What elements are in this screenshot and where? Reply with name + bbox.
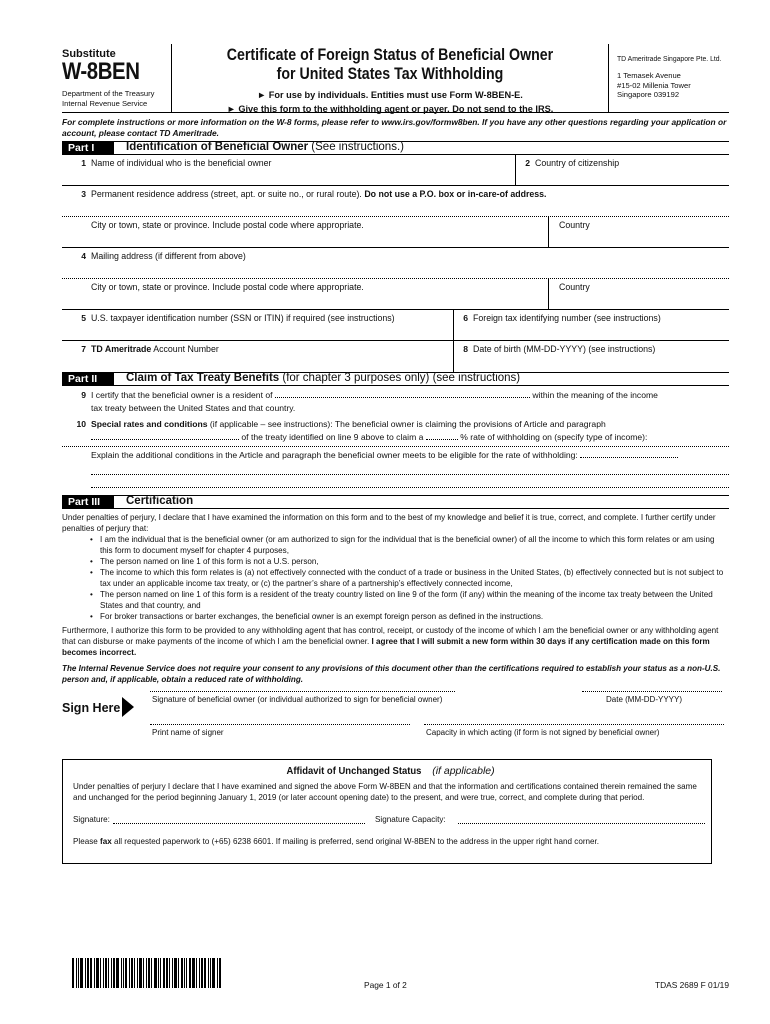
- part-3-tag: Part III: [62, 496, 114, 509]
- part-3-title-text: Certification: [126, 495, 194, 508]
- page-footer: [62, 958, 729, 988]
- date-label: Date (MM-DD-YYYY): [606, 695, 683, 704]
- part-2-title-text: Claim of Tax Treaty Benefits: [126, 372, 280, 385]
- line-2-label: Country of citizenship: [535, 158, 620, 168]
- cert-item-3: • The income to which this form relates is (a) not effectively connected with the conduct of a trade or business in the United States, (b) effectively connected but is not subject to tax under an applicable income tax treaty, or (c) the partner’s share of a partnership’s effectively connected income,: [90, 567, 729, 589]
- department: [62, 89, 171, 108]
- instruction-2: ► Give this form to the withholding agent or payer. Do not send to the IRS.: [226, 104, 554, 114]
- page-number: Page 1 of 2: [364, 980, 407, 990]
- line-6-number: 6: [463, 313, 468, 323]
- line-1-number: 1: [81, 158, 86, 168]
- address-line-3: Singapore 039192: [617, 90, 680, 100]
- account-number-field[interactable]: [62, 341, 453, 372]
- part-1-header: [62, 141, 729, 155]
- firm-address: [609, 44, 729, 112]
- line-3-warning: Do not use a P.O. box or in-care-of address.: [364, 189, 547, 199]
- cert-item-2: • The person named on line 1 of this form is not a U.S. person,: [90, 556, 729, 567]
- affidavit-signature-line[interactable]: [113, 823, 365, 824]
- dept-line-2: Internal Revenue Service: [62, 98, 148, 108]
- form-title-block: [172, 44, 609, 112]
- sign-arrow-icon: [122, 697, 134, 717]
- line-2-number: 2: [525, 158, 530, 168]
- part-2-tag: Part II: [62, 373, 114, 386]
- line-9-text-c: tax treaty between the United States and that country.: [91, 403, 296, 413]
- conditions-line-2[interactable]: [91, 462, 729, 475]
- line-5-number: 5: [81, 313, 86, 323]
- address-line-1: 1 Temasek Avenue: [617, 71, 681, 81]
- us-tin-field[interactable]: [62, 310, 453, 340]
- citizenship-field[interactable]: [515, 155, 729, 185]
- fax-text-b: all requested paperwork to (+65) 6238 6601. If mailing is preferred, send original W-8BEN to the address in the upper right hand corner.: [111, 836, 600, 846]
- cert-item-5: • For broker transactions or barter exchanges, the beneficial owner is an exempt foreign person as defined in the instructions.: [90, 611, 729, 622]
- affidavit-title-suffix: (if applicable): [429, 765, 495, 777]
- cert-item-4: • The person named on line 1 of this form is a resident of the treaty country listed on line 9 of the form (if any) within the meaning of the income tax treaty between the United States and that country, and: [90, 589, 729, 611]
- affidavit-capacity-label: Signature Capacity:: [375, 814, 446, 824]
- rate-field[interactable]: [426, 431, 458, 440]
- form-id-block: [62, 44, 172, 112]
- dob-field[interactable]: [453, 341, 729, 372]
- affidavit-sign-row: [73, 814, 701, 828]
- line-3-label: Permanent residence address (street, apt. or suite no., or rural route).: [91, 189, 365, 199]
- firm-name: TD Ameritrade Singapore Pte. Ltd.: [617, 54, 722, 63]
- affidavit-title: [73, 766, 701, 778]
- cert-item-1: • I am the individual that is the beneficial owner (or am authorized to sign for the individual that is the beneficial owner) of all the income to which this form relates or am using this form to document myself for chapter 4 purposes,: [90, 534, 729, 556]
- line-5-6-row: [62, 310, 729, 341]
- city-field-2[interactable]: [62, 279, 548, 309]
- form-header: [62, 44, 729, 113]
- affidavit-signature-label: Signature:: [73, 814, 110, 824]
- dept-line-1: Department of the Treasury: [62, 89, 155, 99]
- country-label-1: Country: [559, 220, 590, 230]
- foreign-tin-field[interactable]: [453, 310, 729, 340]
- line-3-row[interactable]: [62, 186, 729, 217]
- part-3-header: [62, 495, 729, 509]
- form-code: TDAS 2689 F 01/19: [654, 980, 729, 990]
- conditions-line-3[interactable]: [91, 475, 729, 488]
- affidavit-capacity-line[interactable]: [458, 823, 705, 824]
- line-10-title: Special rates and conditions: [91, 419, 208, 429]
- line-7-number: 7: [81, 344, 86, 354]
- line-10-text-d: Explain the additional conditions in the Article and paragraph the beneficial owner meets to be eligible for the rate of withholding:: [91, 450, 578, 460]
- line-10-text-c: % rate of withholding on (specify type of income):: [460, 432, 648, 442]
- line-9-text-a: I certify that the beneficial owner is a resident of: [91, 390, 273, 400]
- line-7-8-row: [62, 341, 729, 372]
- line-8-number: 8: [463, 344, 468, 354]
- certification-text: [62, 509, 729, 685]
- part-1-title-suffix: (See instructions.): [308, 141, 404, 154]
- form-title-1: Certificate of Foreign Status of Beneficial Owner: [226, 46, 554, 64]
- city-label-1: City or town, state or province. Include postal code where appropriate.: [91, 220, 364, 230]
- affidavit-box: [62, 759, 712, 864]
- city-field-1[interactable]: [62, 217, 548, 247]
- line-3-number: 3: [81, 189, 86, 199]
- fax-text-a: Please: [73, 836, 100, 846]
- cert-list: [90, 534, 729, 622]
- line-4-label: Mailing address (if different from above): [91, 251, 246, 261]
- conditions-field[interactable]: [580, 449, 678, 458]
- line-7-label: Account Number: [151, 344, 219, 354]
- sign-here-label: Sign Here: [62, 701, 121, 715]
- instructions: [172, 88, 608, 116]
- fax-text-bold: fax: [100, 836, 112, 846]
- part-1-title-text: Identification of Beneficial Owner: [126, 141, 309, 154]
- country-label-2: Country: [559, 282, 590, 292]
- line-5-label: U.S. taxpayer identification number (SSN or ITIN) if required (see instructions): [91, 313, 395, 323]
- line-4-number: 4: [81, 251, 86, 261]
- line-10-text-a: (if applicable – see instructions): The beneficial owner is claiming the provisions of Article and paragraph: [207, 419, 606, 429]
- part-1-tag: Part I: [62, 142, 114, 155]
- print-name-label: Print name of signer: [152, 728, 224, 737]
- part-1-title: [126, 141, 404, 155]
- sign-section: [62, 691, 729, 759]
- line-9-number: 9: [81, 390, 86, 400]
- substitute-label: Substitute: [62, 48, 116, 60]
- city-label-2: City or town, state or province. Include postal code where appropriate.: [91, 282, 364, 292]
- country-field-2[interactable]: [548, 279, 729, 309]
- name-field[interactable]: [62, 155, 515, 185]
- line-9-text-b: within the meaning of the income: [532, 390, 658, 400]
- line-1-2-row: [62, 155, 729, 186]
- capacity-label: Capacity in which acting (if form is not signed by beneficial owner): [426, 728, 660, 737]
- cert-paragraph-2-bold: I agree that I will submit a new form within 30 days if any certification made on this form becomes incorrect.: [62, 637, 710, 657]
- part-2-title-suffix: (for chapter 3 purposes only) (see instructions): [279, 372, 521, 385]
- line-7-brand: TD Ameritrade: [91, 344, 152, 354]
- city-row-1: [62, 217, 729, 248]
- line-10-text-b: of the treaty identified on line 9 above to claim a: [241, 432, 424, 442]
- intro-text: For complete instructions or more information on the W-8 forms, please refer to www.irs.gov/formw8ben. If you have any other questions regarding your application or account, please contact TD Ameritrade.: [62, 117, 727, 138]
- form-number: W-8BEN: [62, 58, 140, 86]
- line-6-label: Foreign tax identifying number (see instructions): [473, 313, 661, 323]
- line-9: [62, 386, 729, 415]
- city-row-2: [62, 279, 729, 310]
- fax-note: [73, 836, 701, 848]
- treaty-country-field[interactable]: [275, 389, 530, 398]
- cert-paragraph-2: [62, 625, 729, 658]
- cert-paragraph-1: Under penalties of perjury, I declare that I have examined the information on this form and to the best of my knowledge and belief it is true, correct, and complete. I further certify under penalties of perjury that:: [62, 513, 716, 533]
- part-2-title: [126, 372, 520, 386]
- instruction-1: ► For use by individuals. Entities must use Form W-8BEN-E.: [257, 90, 523, 100]
- country-field-1[interactable]: [548, 217, 729, 247]
- barcode-icon: [72, 958, 222, 988]
- affidavit-text: Under penalties of perjury I declare that I have examined and signed the above Form W-8BEN and that the information and certifications contained therein remained the same and unchanged for the period beginning January 1, 2019 (or later account opening date) to the present, and were true, correct, and complete during that period.: [73, 781, 697, 802]
- line-4-row[interactable]: [62, 248, 729, 279]
- affidavit-title-text: Affidavit of Unchanged Status: [286, 765, 422, 777]
- line-8-label: Date of birth (MM-DD-YYYY) (see instructions): [473, 344, 656, 354]
- part-3-title: [126, 495, 193, 509]
- cert-paragraph-2-text: Furthermore, I authorize this form to be provided to any withholding agent that has control, receipt, or custody of the income of which I am the beneficial owner or any withholding agent that can disburse or make payments of the income of which I am the beneficial owner.: [62, 626, 719, 646]
- cert-paragraph-3: The Internal Revenue Service does not require your consent to any provisions of this document other than the certifications required to establish your status as a non-U.S. person and, if applicable, obtain a reduced rate of withholding.: [62, 664, 721, 684]
- article-field[interactable]: [91, 431, 239, 440]
- line-10: [62, 415, 729, 488]
- form-title-2: for United States Tax Withholding: [276, 65, 504, 83]
- address-line-2: #15-02 Millenia Tower: [617, 80, 691, 90]
- signature-label: Signature of beneficial owner (or individual authorized to sign for beneficial owner): [152, 695, 443, 704]
- line-1-label: Name of individual who is the beneficial owner: [91, 158, 272, 168]
- line-10-number: 10: [76, 419, 86, 429]
- part-2-header: [62, 372, 729, 386]
